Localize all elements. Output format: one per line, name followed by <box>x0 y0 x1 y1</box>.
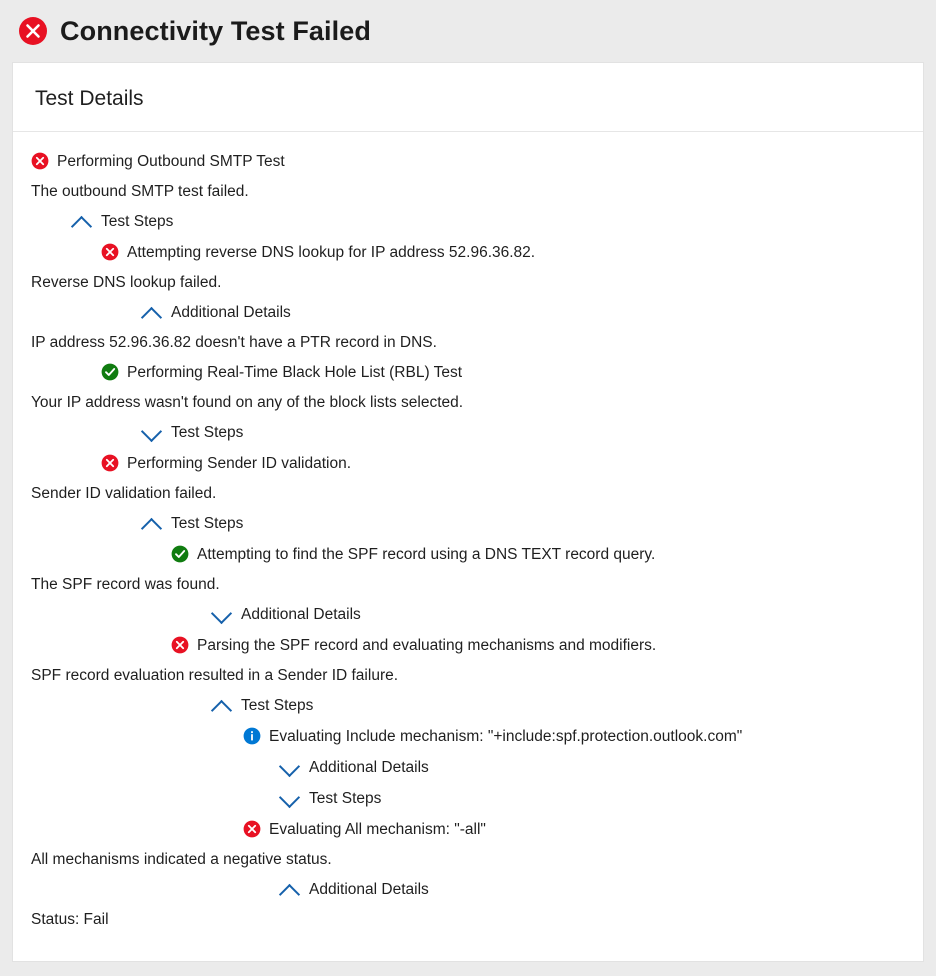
error-icon <box>243 820 261 838</box>
test-details-card <box>12 62 924 962</box>
chevron-up-icon[interactable] <box>141 304 163 322</box>
error-icon <box>171 636 189 654</box>
tree-node-label: Test Steps <box>309 790 382 807</box>
test-details-tree <box>13 132 923 934</box>
tree-text-row <box>31 905 901 934</box>
tree-toggle-row[interactable] <box>31 599 901 630</box>
tree-node-label: All mechanisms indicated a negative status. <box>31 851 332 868</box>
tree-toggle-row[interactable] <box>31 690 901 721</box>
tree-node-label: Test Steps <box>171 515 244 532</box>
card-title: Test Details <box>13 63 923 132</box>
tree-node-label: Sender ID validation failed. <box>31 485 217 502</box>
chevron-down-icon[interactable] <box>279 759 301 777</box>
tree-status-row <box>31 357 901 388</box>
tree-node-label: Additional Details <box>171 304 291 321</box>
tree-node-label: Status: Fail <box>31 911 109 928</box>
tree-node-label: The SPF record was found. <box>31 576 220 593</box>
tree-node-label: Additional Details <box>241 606 361 623</box>
tree-toggle-row[interactable] <box>31 752 901 783</box>
tree-node-label: Performing Outbound SMTP Test <box>57 153 285 170</box>
tree-text-row <box>31 479 901 508</box>
error-icon <box>101 454 119 472</box>
tree-node-label: Performing Sender ID validation. <box>127 455 352 472</box>
chevron-down-icon[interactable] <box>211 606 233 624</box>
tree-node-label: IP address 52.96.36.82 doesn't have a PTR record in DNS. <box>31 334 437 351</box>
error-icon <box>101 243 119 261</box>
tree-status-row <box>31 448 901 479</box>
chevron-up-icon[interactable] <box>279 881 301 899</box>
tree-node-label: Attempting reverse DNS lookup for IP address 52.96.36.82. <box>127 244 536 261</box>
tree-node-label: Performing Real-Time Black Hole List (RBL) Test <box>127 364 463 381</box>
tree-node-label: Test Steps <box>101 213 174 230</box>
tree-status-row <box>31 539 901 570</box>
tree-toggle-row[interactable] <box>31 508 901 539</box>
tree-node-label: Test Steps <box>171 424 244 441</box>
tree-text-row <box>31 661 901 690</box>
success-icon <box>101 363 119 381</box>
tree-node-label: Evaluating Include mechanism: "+include:spf.protection.outlook.com" <box>269 728 743 745</box>
tree-node-label: Evaluating All mechanism: "-all" <box>269 821 486 838</box>
tree-node-label: Your IP address wasn't found on any of the block lists selected. <box>31 394 464 411</box>
page-title: Connectivity Test Failed <box>60 15 371 46</box>
tree-node-label: Reverse DNS lookup failed. <box>31 274 222 291</box>
tree-text-row <box>31 177 901 206</box>
tree-status-row <box>31 814 901 845</box>
chevron-up-icon[interactable] <box>141 515 163 533</box>
tree-node-label: Test Steps <box>241 697 314 714</box>
chevron-up-icon[interactable] <box>211 697 233 715</box>
tree-node-label: Additional Details <box>309 881 429 898</box>
chevron-up-icon[interactable] <box>71 213 93 231</box>
tree-text-row <box>31 388 901 417</box>
tree-status-row <box>31 721 901 752</box>
tree-node-label: The outbound SMTP test failed. <box>31 183 249 200</box>
tree-text-row <box>31 268 901 297</box>
tree-node-label: SPF record evaluation resulted in a Sender ID failure. <box>31 667 399 684</box>
tree-toggle-row[interactable] <box>31 417 901 448</box>
chevron-down-icon[interactable] <box>279 790 301 808</box>
tree-node-label: Attempting to find the SPF record using a DNS TEXT record query. <box>197 546 656 563</box>
tree-toggle-row[interactable] <box>31 874 901 905</box>
tree-text-row <box>31 845 901 874</box>
error-icon <box>31 152 49 170</box>
tree-text-row <box>31 570 901 599</box>
tree-status-row <box>31 630 901 661</box>
tree-toggle-row[interactable] <box>31 783 901 814</box>
chevron-down-icon[interactable] <box>141 424 163 442</box>
tree-text-row <box>31 328 901 357</box>
tree-node-label: Additional Details <box>309 759 429 776</box>
tree-node-label: Parsing the SPF record and evaluating mechanisms and modifiers. <box>197 637 657 654</box>
success-icon <box>171 545 189 563</box>
tree-toggle-row[interactable] <box>31 206 901 237</box>
info-icon <box>243 727 261 745</box>
tree-status-row <box>31 146 901 177</box>
app-header <box>0 0 936 62</box>
tree-toggle-row[interactable] <box>31 297 901 328</box>
tree-status-row <box>31 237 901 268</box>
error-icon <box>18 16 48 46</box>
